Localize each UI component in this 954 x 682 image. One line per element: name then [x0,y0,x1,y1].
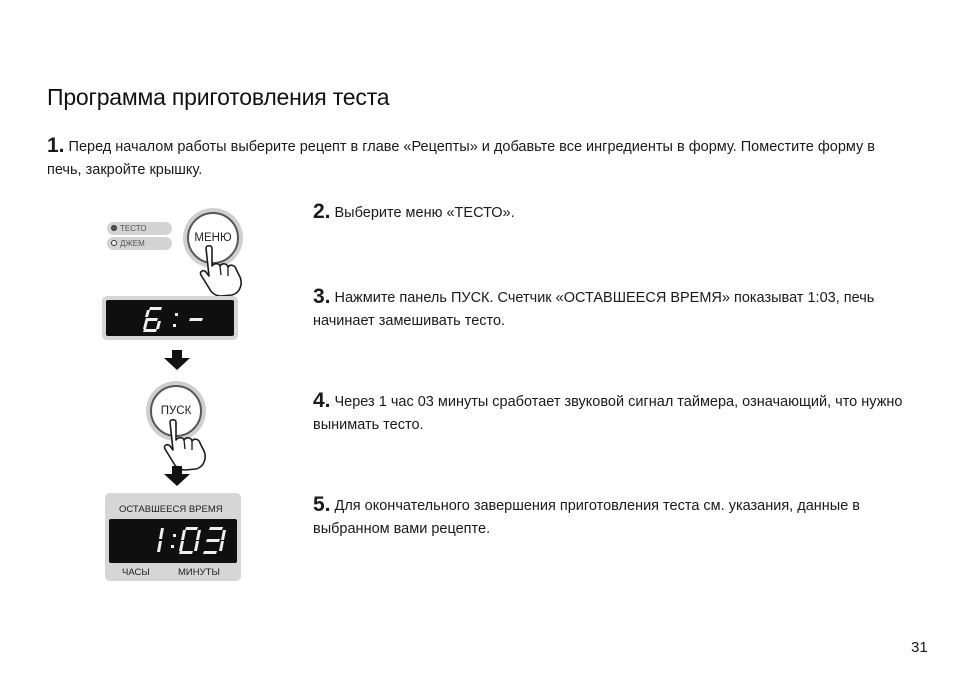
selected-indicator-icon [111,225,117,231]
step-2-text: Выберите меню «ТЕСТО». [334,205,515,221]
lcd-display-2 [109,519,237,563]
mode-label-jam: ДЖЕМ [120,239,145,248]
step-3-number: 3. [313,285,331,308]
down-arrow-icon [163,466,191,486]
remaining-time-label: ОСТАВШЕЕСЯ ВРЕМЯ [119,504,223,515]
step-3-text: Нажмите панель ПУСК. Счетчик «ОСТАВШЕЕСЯ ВРЕМЯ» показыват 1:03, печь начинает замешивать тесто. [313,290,875,329]
step-5 [313,493,873,541]
mode-label-dough: ТЕСТО [120,224,147,233]
step-4-number: 4. [313,389,331,412]
step-3 [313,285,913,333]
mode-option-dough [107,222,172,235]
step-5-text: Для окончательного завершения приготовления теста см. указания, данные в выбранном вами рецепте. [313,498,860,537]
display-digits-1 [106,300,234,336]
step-2 [313,200,913,225]
pressing-hand-icon [160,418,216,472]
pressing-hand-icon [196,244,252,298]
hours-label: ЧАСЫ [122,567,150,578]
step-1-number: 1. [47,134,65,157]
step-4 [313,389,913,437]
lcd-display-1 [106,300,234,336]
down-arrow-icon [163,350,191,370]
unselected-indicator-icon [111,240,117,246]
step-1-text: Перед началом работы выберите рецепт в главе «Рецепты» и добавьте все ингредиенты в форму. Поместите форму в печь, закройте крышку. [47,139,876,178]
display-digits-2 [109,519,237,563]
step-1 [47,134,907,182]
start-button: ПУСК [150,385,202,437]
step-5-number: 5. [313,493,331,516]
step-4-text: Через 1 час 03 минуты сработает звуковой сигнал таймера, означающий, что нужно вынимать тесто. [313,394,903,433]
mode-option-jam [107,237,172,250]
step-2-number: 2. [313,200,331,223]
page-title: Программа приготовления теста [47,84,390,110]
minutes-label: МИНУТЫ [178,567,220,578]
menu-button: МЕНЮ [187,212,239,264]
page-number: 31 [911,639,928,656]
